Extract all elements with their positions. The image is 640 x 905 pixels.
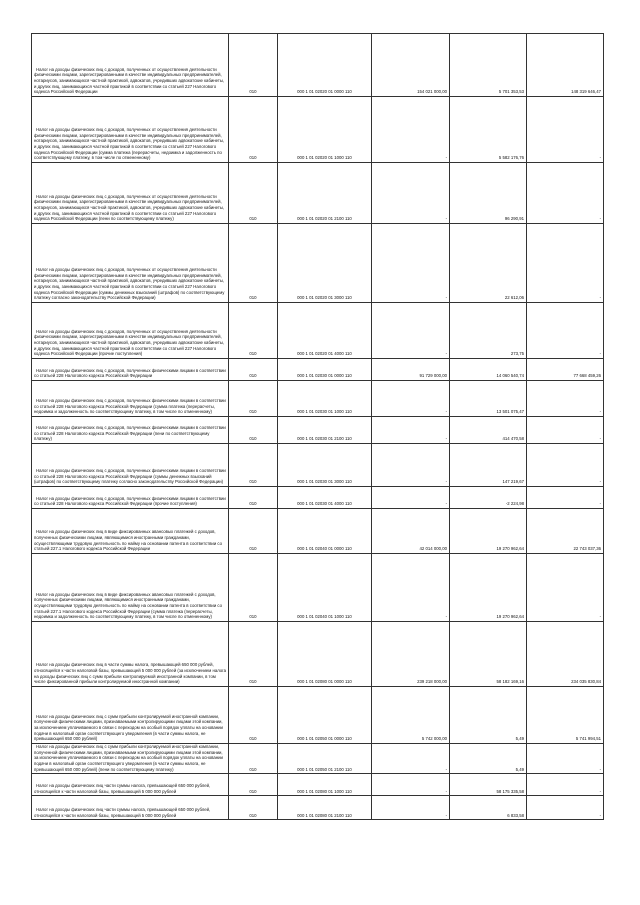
approved-amount-cell: - — [372, 487, 450, 509]
indicator-name-text: Налог на доходы физических лиц с доходов, полученных физическими лицами в соответствии со статьей 228 Налогового кодекса Российской Федерации (суммы денежных взысканий (штрафов) по соответствующему платежу согласно законодательству Российской Федерации) — [34, 467, 226, 485]
approved-amount-cell: 91 729 000,00 — [372, 359, 450, 381]
executed-amount-cell: 58 182 169,16 — [450, 622, 527, 687]
executed-amount-cell: 13 501 075,47 — [450, 381, 527, 417]
executed-amount-cell: 5,49 — [450, 744, 527, 774]
indicator-name-cell — [32, 303, 229, 359]
unexecuted-amount-cell: 5 741 994,51 — [527, 687, 604, 744]
indicator-name-cell — [32, 224, 229, 303]
executed-amount-cell: 19 270 962,64 — [450, 554, 527, 622]
line-code-cell: 010 — [229, 796, 278, 820]
executed-amount-cell: 22 612,06 — [450, 224, 527, 303]
indicator-name-cell — [32, 509, 229, 554]
executed-amount-cell: 5 701 353,53 — [450, 34, 527, 97]
approved-amount-cell: - — [372, 163, 450, 224]
table-row — [32, 554, 604, 622]
indicator-name-text: Налог на доходы физических лиц с доходов, полученных от осуществления деятельности физическими лицами, зарегистрированными в качестве индивидуальных предпринимателей, нотариусов, занимающихся частной практикой, адвокатов, учредивших адвокатские кабинеты, и других лиц, занимающихся частной практикой в соответствии со статьей 227 Налогового кодекса Российской Федерации — [34, 66, 225, 95]
unexecuted-amount-cell: - — [527, 796, 604, 820]
executed-amount-cell: 273,75 — [450, 303, 527, 359]
approved-amount-cell: 154 021 000,00 — [372, 34, 450, 97]
indicator-name-text: Налог на доходы физических лиц в части суммы налога, превышающей 650 000 рублей, относящейся к части налоговой базы, превышающей 5 000 000 рублей (за исключением налога на доходы физических лиц с сумм прибыли контролируемой иностранной компании, в том числе фиксированной прибыли контролируемой иностранной компании) — [34, 662, 227, 685]
indicator-name-text: Налог на доходы физических лиц с сумм прибыли контролируемой иностранной компании, полученной физическими лицами, признаваемыми контролирующими лицами этой компании, за исключением уплачиваемого в связи с переходом на особый порядок уплаты на основании подачи в налоговый орган соответствующего уведомления (в части суммы налога, не превышающей 650 000 рублей) (пени по соответствующему платежу) — [34, 744, 223, 772]
executed-amount-cell: 414 470,58 — [450, 417, 527, 444]
table-row — [32, 381, 604, 417]
indicator-name-cell — [32, 687, 229, 744]
unexecuted-amount-cell: 22 743 037,36 — [527, 509, 604, 554]
table-row — [32, 687, 604, 744]
executed-amount-cell: 147 219,67 — [450, 444, 527, 487]
approved-amount-cell: - — [372, 97, 450, 163]
income-code-cell: 000 1 01 02080 01 1000 110 — [278, 774, 372, 796]
income-code-cell: 000 1 01 02040 01 0000 110 — [278, 509, 372, 554]
income-code-cell: 000 1 01 02080 01 2100 110 — [278, 796, 372, 820]
table-row — [32, 509, 604, 554]
executed-amount-cell: 58 175 335,58 — [450, 774, 527, 796]
approved-amount-cell: - — [372, 417, 450, 444]
executed-amount-cell: 5 582 176,76 — [450, 97, 527, 163]
line-code-cell: 010 — [229, 34, 278, 97]
indicator-name-text: Налог на доходы физических лиц в виде фиксированных авансовых платежей с доходов, полученных физическими лицами, являющимися иностранными гражданами, осуществляющими трудовую деятельность по найму на основании патента в соответствии со статьей 227.1 Налогового кодекса Российской Федерации (сумма платежа (перерасчеты, недоимка и задолженность по соответствующему платежу, в том числе по отмененному) — [34, 591, 222, 620]
indicator-name-cell — [32, 381, 229, 417]
indicator-name-text: Налог на доходы физических лиц с доходов, полученных физическими лицами в соответствии со статьей 228 Налогового кодекса Российской Федерации (пени по соответствующему платежу) — [34, 424, 226, 442]
approved-amount-cell: - — [372, 796, 450, 820]
table-row — [32, 774, 604, 796]
income-code-cell: 000 1 01 02030 01 4000 110 — [278, 487, 372, 509]
table-row — [32, 744, 604, 774]
executed-amount-cell: 6 833,58 — [450, 796, 527, 820]
approved-amount-cell: - — [372, 744, 450, 774]
unexecuted-amount-cell: - — [527, 381, 604, 417]
table-row — [32, 224, 604, 303]
indicator-name-text: Налог на доходы физических лиц с сумм прибыли контролируемой иностранной компании, полученной физическими лицами, признаваемыми контролирующими лицами этой компании, за исключением уплачиваемого в связи с переходом на особый порядок уплаты на основании подачи в налоговый орган соответствующего уведомления (в части суммы налога, не превышающей 650 000 рублей) — [34, 713, 223, 742]
indicator-name-text: Налог на доходы физических лиц с доходов, полученных физическими лицами в соответствии со статьей 228 Налогового кодекса Российской Федерации (сумма платежа (перерасчеты, недоимка и задолженность по соответствующему платежу, в том числе по отмененному) — [34, 397, 226, 415]
line-code-cell: 010 — [229, 622, 278, 687]
table-row — [32, 796, 604, 820]
table-row — [32, 444, 604, 487]
table-row — [32, 97, 604, 163]
indicator-name-cell — [32, 444, 229, 487]
line-code-cell: 010 — [229, 744, 278, 774]
approved-amount-cell: 42 014 000,00 — [372, 509, 450, 554]
line-code-cell: 010 — [229, 163, 278, 224]
unexecuted-amount-cell: - — [527, 444, 604, 487]
indicator-name-text: Налог на доходы физических лиц с доходов, полученных от осуществления деятельности физическими лицами, зарегистрированными в качестве индивидуальных предпринимателей, нотариусов, занимающихся частной практикой, адвокатов, учредивших адвокатские кабинеты, и других лиц, занимающихся частной практикой в соответствии со статьей 227 Налогового кодекса Российской Федерации (прочие поступления) — [34, 328, 225, 357]
indicator-name-text: Налог на доходы физических лиц с доходов, полученных от осуществления деятельности физическими лицами, зарегистрированными в качестве индивидуальных предпринимателей, нотариусов, занимающихся частной практикой, адвокатов, учредивших адвокатские кабинеты, и других лиц, занимающихся частной практикой в соответствии со статьей 227 Налогового кодекса Российской Федерации (суммы денежных взысканий (штрафов) по соответствующему платежу согласно законодательству Российской Федерации) — [34, 266, 225, 301]
executed-amount-cell: 96 290,91 — [450, 163, 527, 224]
unexecuted-amount-cell: - — [527, 554, 604, 622]
income-code-cell: 000 1 01 02020 01 2100 110 — [278, 163, 372, 224]
line-code-cell: 010 — [229, 359, 278, 381]
table-row — [32, 163, 604, 224]
indicator-name-cell — [32, 97, 229, 163]
income-code-cell: 000 1 01 02020 01 3000 110 — [278, 224, 372, 303]
indicator-name-cell — [32, 744, 229, 774]
unexecuted-amount-cell: 234 035 830,84 — [527, 622, 604, 687]
unexecuted-amount-cell: 148 319 646,47 — [527, 34, 604, 97]
approved-amount-cell: - — [372, 224, 450, 303]
income-code-cell: 000 1 01 02020 01 4000 110 — [278, 303, 372, 359]
approved-amount-cell: 5 742 000,00 — [372, 687, 450, 744]
unexecuted-amount-cell: - — [527, 303, 604, 359]
table-row — [32, 622, 604, 687]
table-row — [32, 303, 604, 359]
table-row — [32, 417, 604, 444]
indicator-name-cell — [32, 487, 229, 509]
income-code-cell: 000 1 01 02020 01 1000 110 — [278, 97, 372, 163]
unexecuted-amount-cell: - — [527, 774, 604, 796]
indicator-name-cell — [32, 34, 229, 97]
line-code-cell: 010 — [229, 687, 278, 744]
indicator-name-text: Налог на доходы физических лиц части суммы налога, превышающей 650 000 рублей, относящейся к части налоговой базы, превышающей 5 000 000 рублей — [34, 807, 211, 818]
line-code-cell: 010 — [229, 97, 278, 163]
approved-amount-cell: - — [372, 774, 450, 796]
executed-amount-cell: 5,49 — [450, 687, 527, 744]
line-code-cell: 010 — [229, 303, 278, 359]
line-code-cell: 010 — [229, 509, 278, 554]
indicator-name-cell — [32, 554, 229, 622]
indicator-name-text: Налог на доходы физических лиц части суммы налога, превышающей 650 000 рублей, относящейся к части налоговой базы, превышающей 5 000 000 рублей — [34, 783, 211, 794]
line-code-cell: 010 — [229, 224, 278, 303]
approved-amount-cell: 239 218 000,00 — [372, 622, 450, 687]
unexecuted-amount-cell: - — [527, 744, 604, 774]
line-code-cell: 010 — [229, 487, 278, 509]
income-code-cell: 000 1 01 02040 01 1000 110 — [278, 554, 372, 622]
line-code-cell: 010 — [229, 381, 278, 417]
line-code-cell: 010 — [229, 554, 278, 622]
unexecuted-amount-cell: - — [527, 97, 604, 163]
approved-amount-cell: - — [372, 444, 450, 487]
indicator-name-cell — [32, 622, 229, 687]
indicator-name-cell — [32, 417, 229, 444]
income-code-cell: 000 1 01 02030 01 2100 110 — [278, 417, 372, 444]
income-code-cell: 000 1 01 02030 01 3000 110 — [278, 444, 372, 487]
indicator-name-cell — [32, 774, 229, 796]
income-code-cell: 000 1 01 02020 01 0000 110 — [278, 34, 372, 97]
indicator-name-cell — [32, 796, 229, 820]
income-code-cell: 000 1 01 02030 01 0000 110 — [278, 359, 372, 381]
table-row — [32, 487, 604, 509]
indicator-name-text: Налог на доходы физических лиц в виде фиксированных авансовых платежей с доходов, полученных физическими лицами, являющимися иностранными гражданами, осуществляющими трудовую деятельность по найму на основании патента в соответствии со статьей 227.1 Налогового кодекса Российской Федерации — [34, 529, 222, 552]
approved-amount-cell: - — [372, 381, 450, 417]
unexecuted-amount-cell: 77 668 459,26 — [527, 359, 604, 381]
line-code-cell: 010 — [229, 774, 278, 796]
indicator-name-text: Налог на доходы физических лиц с доходов, полученных физическими лицами в соответствии со статьей 228 Налогового кодекса Российской Федерации — [34, 367, 226, 379]
income-code-cell: 000 1 01 02080 01 0000 110 — [278, 622, 372, 687]
indicator-name-text: Налог на доходы физических лиц с доходов, полученных от осуществления деятельности физическими лицами, зарегистрированными в качестве индивидуальных предпринимателей, нотариусов, занимающихся частной практикой, адвокатов, учредивших адвокатские кабинеты, и других лиц, занимающихся частной практикой в соответствии со статьей 227 Налогового кодекса Российской Федерации (пени по соответствующему платежу) — [34, 193, 225, 222]
executed-amount-cell: -2 224,98 — [450, 487, 527, 509]
table-row — [32, 359, 604, 381]
budget-execution-table — [31, 33, 604, 820]
indicator-name-text: Налог на доходы физических лиц с доходов, полученных от осуществления деятельности физическими лицами, зарегистрированными в качестве индивидуальных предпринимателей, нотариусов, занимающихся частной практикой, адвокатов, учредивших адвокатские кабинеты, и других лиц, занимающихся частной практикой в соответствии со статьей 227 Налогового кодекса Российской Федерации (сумма платежа (перерасчеты, недоимка и задолженность по соответствующему платежу, в том числе по отмененному) — [34, 126, 225, 161]
approved-amount-cell: - — [372, 554, 450, 622]
income-code-cell: 000 1 01 02050 01 0000 110 — [278, 687, 372, 744]
unexecuted-amount-cell: - — [527, 417, 604, 444]
table-row — [32, 34, 604, 97]
indicator-name-cell — [32, 359, 229, 381]
approved-amount-cell: - — [372, 303, 450, 359]
executed-amount-cell: 19 270 962,64 — [450, 509, 527, 554]
line-code-cell: 010 — [229, 417, 278, 444]
indicator-name-text: Налог на доходы физических лиц с доходов, полученных физическими лицами в соответствии со статьей 228 Налогового кодекса Российской Федерации (прочие поступления) — [34, 495, 226, 507]
line-code-cell: 010 — [229, 444, 278, 487]
indicator-name-cell — [32, 163, 229, 224]
income-code-cell: 000 1 01 02050 01 2100 110 — [278, 744, 372, 774]
executed-amount-cell: 14 060 540,74 — [450, 359, 527, 381]
unexecuted-amount-cell: - — [527, 163, 604, 224]
unexecuted-amount-cell: - — [527, 487, 604, 509]
income-code-cell: 000 1 01 02030 01 1000 110 — [278, 381, 372, 417]
unexecuted-amount-cell: - — [527, 224, 604, 303]
